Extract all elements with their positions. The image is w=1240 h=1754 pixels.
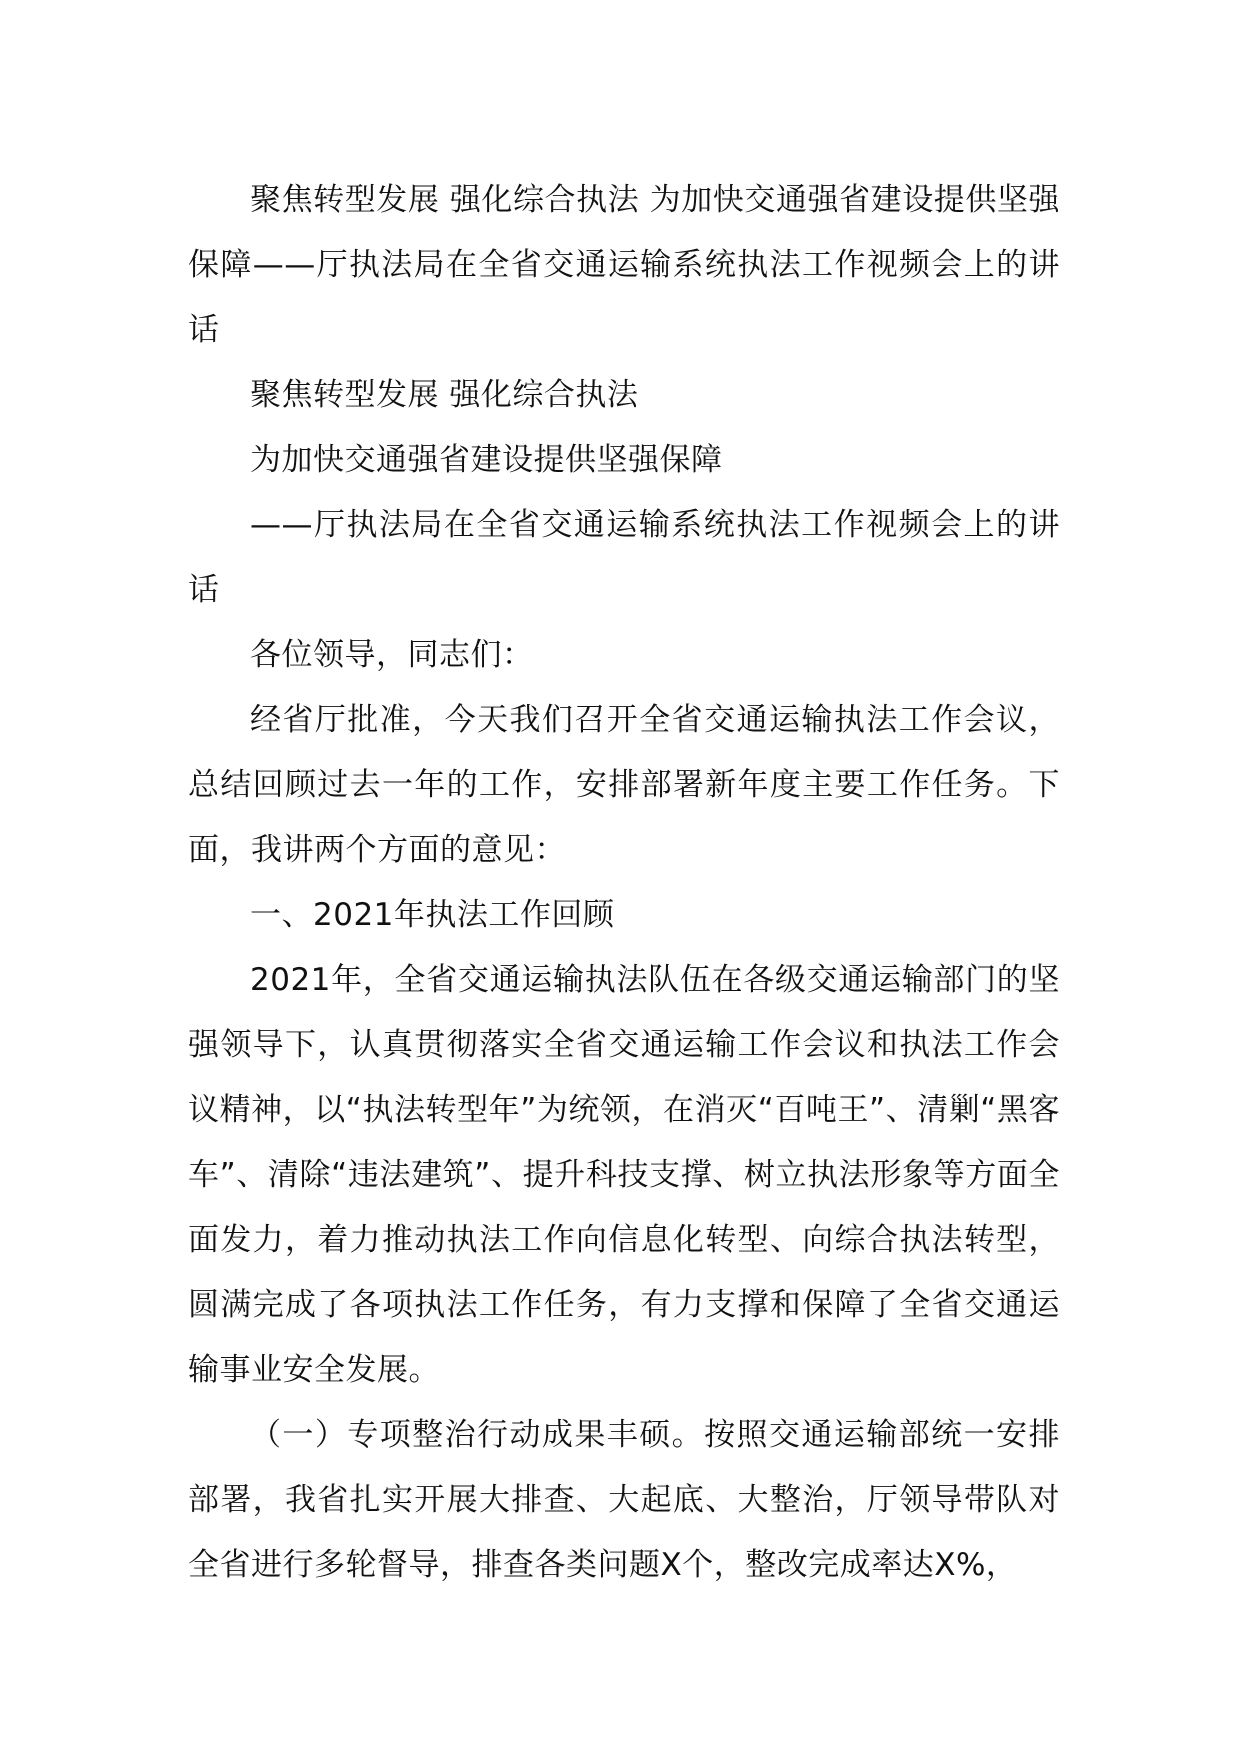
subsection-paragraph-1: （一）专项整治行动成果丰硕。按照交通运输部统一安排部署，我省扎实开展大排查、大起底、大整治，厅领导带队对全省进行多轮督导，排查各类问题X个，整改完成率达X%， xyxy=(188,1417,1060,1583)
title-subtitle: ——厅执法局在全省交通运输系统执法工作视频会上的讲话 xyxy=(188,507,1060,608)
section-heading-1: 一、2021年执法工作回顾 xyxy=(250,897,615,933)
intro-paragraph: 经省厅批准，今天我们召开全省交通运输执法工作会议，总结回顾过去一年的工作，安排部署新年度主要工作任务。下面，我讲两个方面的意见： xyxy=(188,702,1060,868)
document-title: 聚焦转型发展 强化综合执法 为加快交通强省建设提供坚强保障——厅执法局在全省交通运输系统执法工作视频会上的讲话 xyxy=(188,182,1060,348)
salutation: 各位领导，同志们： xyxy=(250,637,534,673)
title-line-1: 聚焦转型发展 强化综合执法 xyxy=(250,377,639,413)
review-paragraph: 2021年，全省交通运输执法队伍在各级交通运输部门的坚强领导下，认真贯彻落实全省交通运输工作会议和执法工作会议精神，以“执法转型年”为统领，在消灭“百吨王”、清剿“黑客车”、清除“违法建筑”、提升科技支撑、树立执法形象等方面全面发力，着力推动执法工作向信息化转型、向综合执法转型，圆满完成了各项执法工作任务，有力支撑和保障了全省交通运输事业安全发展。 xyxy=(188,962,1060,1388)
document-body xyxy=(188,168,1060,1598)
title-line-2: 为加快交通强省建设提供坚强保障 xyxy=(250,442,723,478)
